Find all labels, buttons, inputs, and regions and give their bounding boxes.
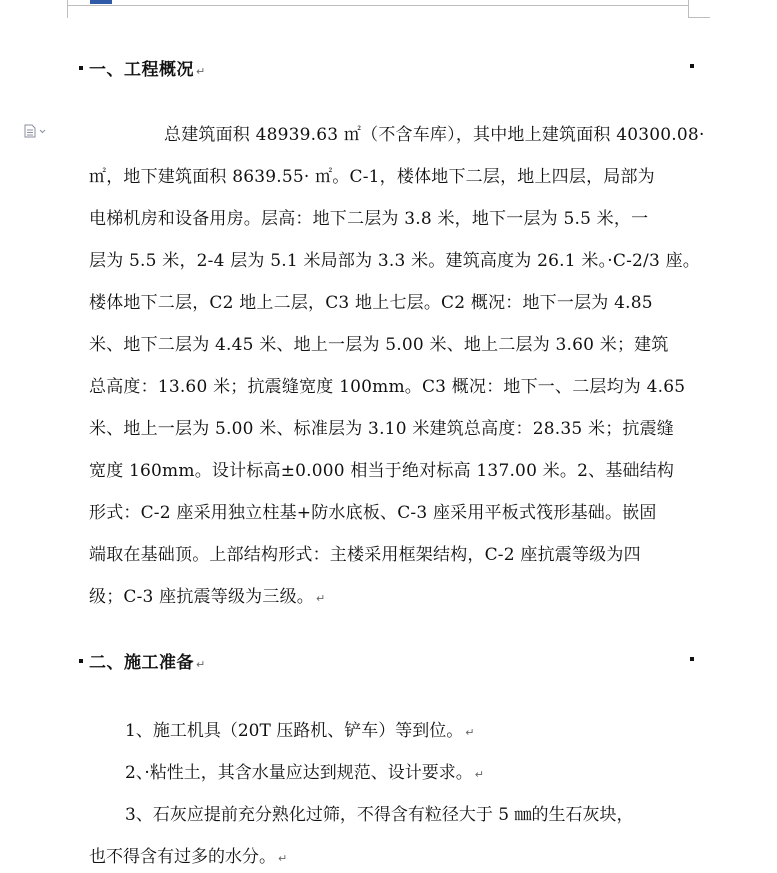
crop-mark-top-left-horizontal [67, 5, 88, 6]
heading-right-marker [690, 64, 694, 68]
section-2-heading-text: 二、施工准备 [89, 653, 194, 673]
prep-item-3-continued [89, 842, 287, 867]
body-line: 端取在基础顶。上部结构形式：主楼采用框架结构，C-2 座抗震等级为四 [89, 545, 641, 565]
paragraph-mark: ↵ [196, 65, 206, 78]
body-line-last [89, 582, 325, 607]
paragraph-mark: ↵ [474, 768, 484, 781]
body-line: 宽度 160mm。设计标高±0.000 相当于绝对标高 137.00 米。2、基础结构 [89, 461, 675, 481]
body-line-text: 级；C-3 座抗震等级为三级。 [89, 587, 314, 607]
heading-bullet [79, 659, 83, 663]
body-line: ㎡，地下建筑面积 8639.55· ㎡。C-1，楼体地下二层，地上四层，局部为 [89, 167, 655, 187]
prep-item-3: 3、石灰应提前充分熟化过筛，不得含有粒径大于 5 ㎜的生石灰块， [125, 805, 634, 825]
prep-item-2 [125, 758, 484, 783]
body-line: 电梯机房和设备用房。层高：地下二层为 3.8 米，地下一层为 5.5 米，一 [89, 209, 649, 229]
body-line: 总建筑面积 48939.63 ㎡（不含车库），其中地上建筑面积 40300.08· [164, 125, 705, 145]
document-icon[interactable] [24, 124, 48, 138]
prep-item-text: 也不得含有过多的水分。 [89, 847, 276, 867]
section-2-heading [79, 648, 206, 673]
crop-mark-top-right-vertical [688, 0, 689, 18]
section-1-heading-text: 一、工程概况 [89, 60, 194, 80]
paragraph-mark: ↵ [278, 852, 288, 865]
paragraph-mark: ↵ [315, 592, 326, 605]
header-tab-marker [90, 0, 112, 4]
prep-item-text: 1、施工机具（20T 压路机、铲车）等到位。 [125, 721, 464, 741]
heading-right-marker [690, 657, 694, 661]
body-line: 米、地上一层为 5.00 米、标准层为 3.10 米建筑总高度：28.35 米；抗震缝 [89, 419, 674, 439]
section-1-heading [79, 55, 206, 80]
body-line: 层为 5.5 米，2-4 层为 5.1 米局部为 3.3 米。建筑高度为 26.1 米。·C-2/3 座。 [89, 251, 700, 271]
crop-mark-top-left-vertical [67, 0, 68, 18]
paragraph-mark: ↵ [465, 726, 475, 739]
paragraph-mark: ↵ [196, 658, 206, 671]
heading-bullet [79, 66, 83, 70]
body-line: 总高度：13.60 米；抗震缝宽度 100mm。C3 概况：地下一、二层均为 4.65 [89, 377, 686, 397]
prep-item-1 [125, 716, 474, 741]
body-line: 楼体地下二层，C2 地上二层，C3 地上七层。C2 概况：地下一层为 4.85 [89, 293, 653, 313]
prep-item-text: 2、·粘性土，其含水量应达到规范、设计要求。 [125, 763, 473, 783]
header-border-line [88, 5, 688, 6]
body-line: 形式：C-2 座采用独立柱基+防水底板、C-3 座采用平板式筏形基础。嵌固 [89, 503, 657, 523]
crop-mark-top-right-horizontal [688, 17, 710, 18]
body-line: 米、地下二层为 4.45 米、地上一层为 5.00 米、地上二层为 3.60 米；建筑 [89, 335, 669, 355]
